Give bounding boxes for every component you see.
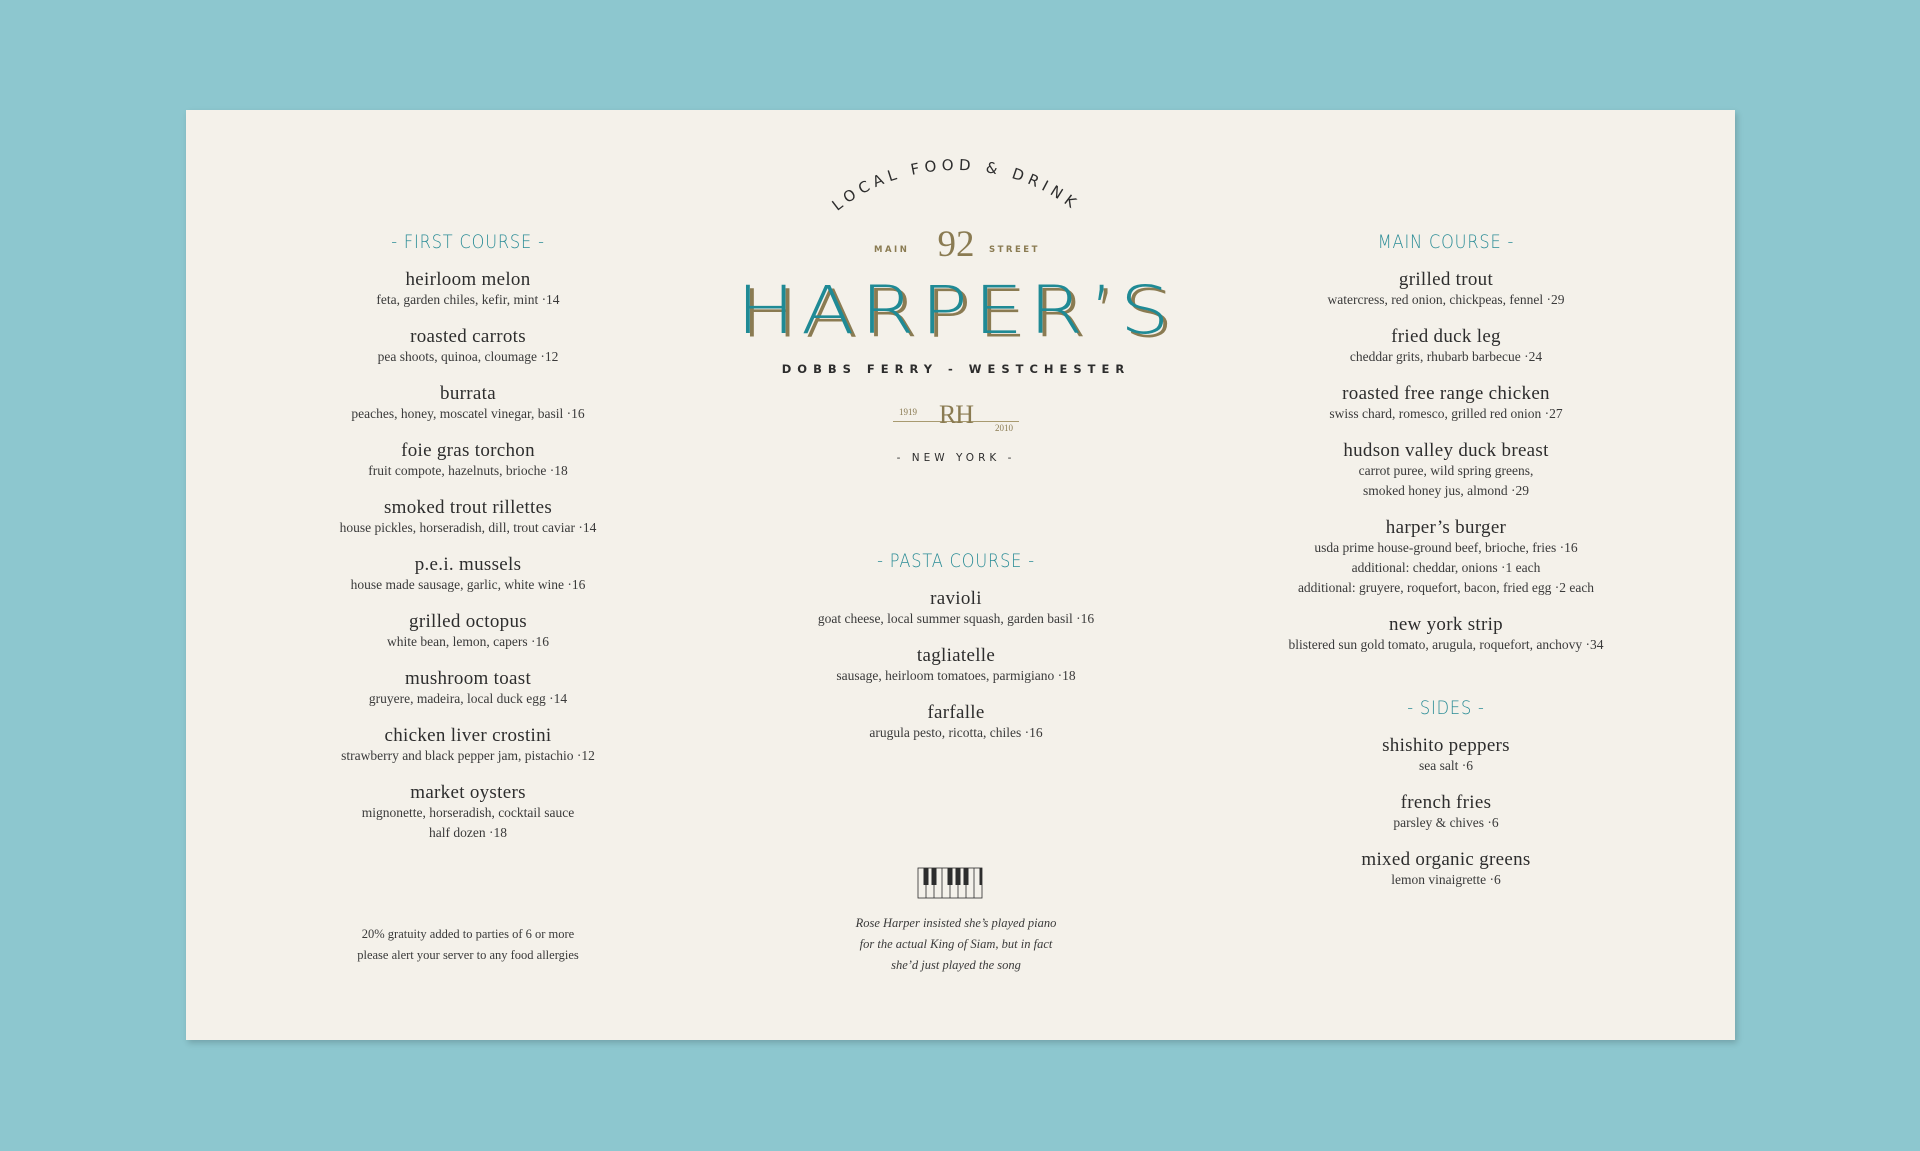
- item-desc: smoked honey jus, almond ·29: [1362, 483, 1530, 498]
- monogram-letters: RH: [938, 400, 974, 429]
- item-desc: additional: cheddar, onions ·1 each: [1351, 560, 1541, 575]
- location-text: DOBBS FERRY - WESTCHESTER: [781, 362, 1131, 376]
- menu-item: [1196, 792, 1696, 833]
- menu-item: [1196, 440, 1696, 501]
- item-name: heirloom melon: [405, 269, 531, 290]
- menu-item: [1196, 383, 1696, 424]
- item-name: shishito peppers: [1382, 735, 1510, 756]
- menu-item: [1196, 269, 1696, 310]
- menu-item: [216, 611, 720, 652]
- item-name: p.e.i. mussels: [414, 554, 522, 575]
- street-number: 92: [937, 224, 975, 265]
- menu-item: [1196, 326, 1696, 367]
- main-course-column: [1196, 231, 1696, 906]
- item-name: roasted free range chicken: [1342, 383, 1550, 404]
- item-name: burrata: [440, 383, 496, 404]
- item-name: chicken liver crostini: [384, 725, 552, 746]
- city-text: - NEW YORK -: [896, 452, 1016, 464]
- item-desc: carrot puree, wild spring greens,: [1358, 463, 1534, 478]
- item-desc: peaches, honey, moscatel vinegar, basil ·16: [351, 406, 585, 421]
- item-desc: sea salt ·6: [1419, 758, 1473, 773]
- item-desc: arugula pesto, ricotta, chiles ·16: [869, 725, 1043, 740]
- menu-item: [216, 554, 720, 595]
- item-desc: house made sausage, garlic, white wine ·16: [350, 577, 586, 592]
- item-name: tagliatelle: [916, 645, 996, 666]
- menu-item: [216, 269, 720, 310]
- menu-item: [1196, 735, 1696, 776]
- item-desc: swiss chard, romesco, grilled red onion ·27: [1329, 406, 1563, 421]
- quote-line: for the actual King of Siam, but in fact: [859, 937, 1053, 951]
- brand-name: HARPER’S: [736, 272, 1176, 350]
- gratuity-line: 20% gratuity added to parties of 6 or more: [361, 927, 575, 941]
- menu-item: [216, 497, 720, 538]
- menu-item: [216, 383, 720, 424]
- first-course-column: [216, 231, 720, 859]
- item-desc: fruit compote, hazelnuts, brioche ·18: [368, 463, 568, 478]
- tagline-text: LOCAL FOOD & DRINK: [828, 155, 1084, 215]
- item-desc: usda prime house-ground beef, brioche, fries ·16: [1314, 540, 1578, 555]
- logo: [686, 110, 1226, 490]
- menu-item: [216, 725, 720, 766]
- year-end: 2010: [995, 423, 1013, 433]
- item-desc: blistered sun gold tomato, arugula, roquefort, anchovy ·34: [1288, 637, 1604, 652]
- menu-item: [216, 782, 720, 843]
- item-name: foie gras torchon: [401, 440, 535, 461]
- item-name: smoked trout rillettes: [383, 497, 553, 518]
- piano-keys-icon: [916, 862, 984, 902]
- menu-card: [186, 110, 1735, 1040]
- item-desc: watercress, red onion, chickpeas, fennel ·29: [1327, 292, 1565, 307]
- allergy-line: please alert your server to any food allergies: [357, 948, 579, 962]
- item-name: farfalle: [927, 702, 985, 723]
- item-name: fried duck leg: [1391, 326, 1501, 347]
- pasta-course-section: [686, 550, 1226, 759]
- first-course-title: - FIRST COURSE -: [391, 231, 545, 253]
- item-desc: parsley & chives ·6: [1393, 815, 1499, 830]
- quote-line: Rose Harper insisted she’s played piano: [855, 916, 1057, 930]
- item-desc: strawberry and black pepper jam, pistachio ·12: [341, 748, 595, 763]
- menu-item: [216, 440, 720, 481]
- item-name: mixed organic greens: [1361, 849, 1531, 870]
- item-name: ravioli: [930, 588, 982, 609]
- item-name: new york strip: [1389, 614, 1503, 635]
- pasta-course-title: - PASTA COURSE -: [877, 550, 1035, 572]
- item-name: harper’s burger: [1385, 517, 1507, 538]
- menu-item: [1196, 849, 1696, 890]
- item-name: french fries: [1400, 792, 1492, 813]
- item-desc: sausage, heirloom tomatoes, parmigiano ·18: [836, 668, 1076, 683]
- item-name: grilled octopus: [409, 611, 527, 632]
- item-desc: additional: gruyere, roquefort, bacon, fried egg ·2 each: [1297, 580, 1595, 595]
- street-label: STREET: [989, 245, 1040, 255]
- item-desc: mignonette, horseradish, cocktail sauce: [361, 805, 575, 820]
- item-name: mushroom toast: [404, 668, 532, 689]
- menu-item: [686, 588, 1226, 629]
- menu-item: [1196, 517, 1696, 598]
- gratuity-note: [216, 924, 720, 966]
- item-desc: half dozen ·18: [429, 825, 507, 840]
- item-desc: cheddar grits, rhubarb barbecue ·24: [1349, 349, 1543, 364]
- menu-item: [1196, 614, 1696, 655]
- item-name: market oysters: [410, 782, 526, 803]
- sides-title: - SIDES -: [1407, 697, 1485, 719]
- main-label: MAIN: [874, 245, 910, 255]
- menu-item: [686, 702, 1226, 743]
- item-desc: pea shoots, quinoa, cloumage ·12: [377, 349, 559, 364]
- item-name: grilled trout: [1398, 269, 1494, 290]
- monogram: [889, 398, 1023, 438]
- menu-item: [216, 668, 720, 709]
- year-start: 1919: [899, 407, 917, 417]
- main-course-title: MAIN COURSE -: [1377, 231, 1515, 253]
- svg-text:LOCAL FOOD & DRINK: [829, 156, 1084, 215]
- quote-line: she’d just played the song: [891, 958, 1021, 972]
- item-name: roasted carrots: [410, 326, 526, 347]
- sides-section: [1196, 697, 1696, 890]
- item-name: hudson valley duck breast: [1343, 440, 1549, 461]
- menu-item: [216, 326, 720, 367]
- item-desc: white bean, lemon, capers ·16: [387, 634, 549, 649]
- item-desc: house pickles, horseradish, dill, trout caviar ·14: [339, 520, 597, 535]
- item-desc: lemon vinaigrette ·6: [1391, 872, 1501, 887]
- piano-quote: [686, 913, 1226, 976]
- item-desc: feta, garden chiles, kefir, mint ·14: [376, 292, 560, 307]
- item-desc: gruyere, madeira, local duck egg ·14: [368, 691, 568, 706]
- item-desc: goat cheese, local summer squash, garden basil ·16: [817, 611, 1095, 626]
- menu-item: [686, 645, 1226, 686]
